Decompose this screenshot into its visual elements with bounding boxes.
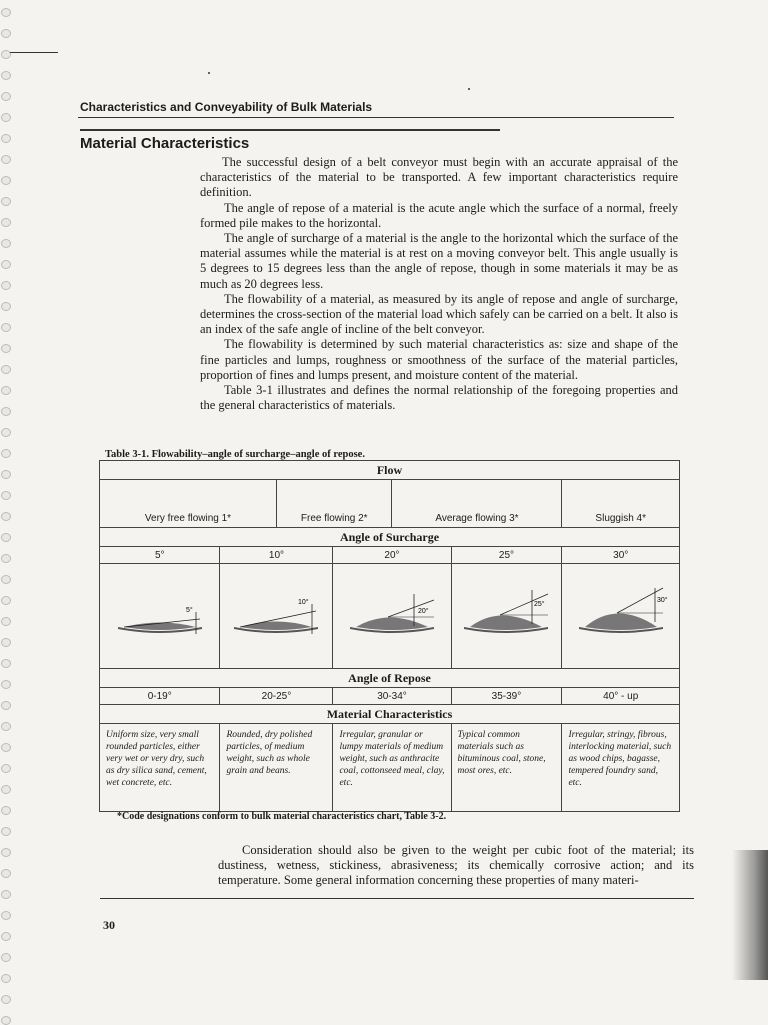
- running-head: Characteristics and Conveyability of Bulk Materials: [80, 100, 373, 114]
- table-caption: Table 3-1. Flowability–angle of surcharge–angle of repose.: [105, 449, 365, 460]
- binding-hole: [1, 743, 11, 752]
- surcharge-value: 10°: [220, 547, 333, 564]
- surcharge-value: 5°: [100, 547, 220, 564]
- binding-hole: [1, 428, 11, 437]
- paragraph: Table 3-1 illustrates and defines the normal relationship of the foregoing properties and the general characteristics of materials.: [200, 383, 678, 413]
- characteristic-text: Irregular, stringy, fibrous, interlocking material, such as wood chips, bagasse, tempered foundry sand, etc.: [562, 724, 680, 812]
- table-footnote: *Code designations conform to bulk material characteristics chart, Table 3-2.: [117, 811, 447, 822]
- binding-hole: [1, 407, 11, 416]
- paragraph: The successful design of a belt conveyor must begin with an accurate appraisal of the characteristics of the material to be transported. A few important characteristics require definition.: [200, 155, 678, 200]
- flow-header: Flow: [100, 461, 680, 480]
- binding-hole: [1, 869, 11, 878]
- binding-hole: [1, 218, 11, 227]
- surcharge-diagram: [562, 564, 680, 669]
- binding-hole: [1, 617, 11, 626]
- paragraph: The flowability of a material, as measured by its angle of repose and angle of surcharge, determines the cross-section of the material load which safely can be carried on a belt. It also is an index of the safe angle of incline of the belt conveyor.: [200, 291, 678, 337]
- binding-hole: [1, 92, 11, 101]
- paragraph: Consideration should also be given to the weight per cubic foot of the material; its dustiness, wetness, stickiness, abrasiveness; its chemically corrosive action; and its temperature. Some general information concerning these properties of many materi-: [218, 843, 694, 888]
- binding-hole: [1, 785, 11, 794]
- binding-hole: [1, 386, 11, 395]
- repose-value: 0-19°: [100, 688, 220, 705]
- binding-hole: [1, 281, 11, 290]
- binding-hole: [1, 134, 11, 143]
- characteristic-text: Typical common materials such as bituminous coal, stone, most ores, etc.: [451, 724, 562, 812]
- surcharge-diagram: [220, 564, 333, 669]
- diagram-angle-label: 25°: [534, 601, 546, 608]
- binding-hole: [1, 932, 11, 941]
- flow-class-4: Sluggish 4*: [562, 480, 680, 528]
- binding-hole: [1, 71, 11, 80]
- diagram-angle-label: 5°: [185, 607, 193, 614]
- footer-rule: [100, 898, 694, 899]
- binding-hole: [1, 29, 11, 38]
- binding-hole: [1, 155, 11, 164]
- binding-hole: [1, 827, 11, 836]
- binding-hole: [1, 239, 11, 248]
- pile-diagram-30: [571, 586, 671, 646]
- binding-hole: [1, 806, 11, 815]
- binding-hole: [1, 323, 11, 332]
- binding-hole: [1, 596, 11, 605]
- binding-hole: [1, 113, 11, 122]
- surcharge-value: 30°: [562, 547, 680, 564]
- surcharge-header: Angle of Surcharge: [100, 528, 680, 547]
- page-edge-shadow: [732, 850, 768, 980]
- binding-hole: [1, 176, 11, 185]
- binding-hole: [1, 680, 11, 689]
- characteristics-header: Material Characteristics: [100, 705, 680, 724]
- surcharge-value: 25°: [451, 547, 562, 564]
- binding-hole: [1, 764, 11, 773]
- characteristic-text: Rounded, dry polished particles, of medium weight, such as whole grain and beans.: [220, 724, 333, 812]
- binding-hole: [1, 470, 11, 479]
- binding-hole: [1, 260, 11, 269]
- binding-hole: [1, 701, 11, 710]
- body-text: [200, 155, 678, 413]
- edge-mark: [10, 52, 58, 53]
- binding-hole: [1, 638, 11, 647]
- diagram-angle-label: 30°: [656, 597, 668, 604]
- binding-hole: [1, 491, 11, 500]
- pile-diagram-10: [226, 586, 326, 646]
- pile-diagram-20: [342, 586, 442, 646]
- binding-hole: [1, 554, 11, 563]
- diagram-angle-label: 10°: [298, 599, 310, 606]
- binding-hole: [1, 197, 11, 206]
- binding-hole: [1, 533, 11, 542]
- speck: [208, 72, 210, 74]
- paragraph: The flowability is determined by such material characteristics as: size and shape of the fine particles and lumps, roughness or smoothness of the surface of the material particles, proportion of fines and lumps present, and moisture content of the material.: [200, 337, 678, 382]
- page-number: 30: [103, 918, 115, 932]
- binding-hole: [1, 344, 11, 353]
- binding-hole: [1, 848, 11, 857]
- characteristic-text: Irregular, granular or lumpy materials of medium weight, such as anthracite coal, cottonseed meal, clay, etc.: [333, 724, 451, 812]
- binding-hole: [1, 365, 11, 374]
- flow-class-2: Free flowing 2*: [276, 480, 392, 528]
- section-title: Material Characteristics: [80, 135, 250, 152]
- paragraph: The angle of repose of a material is the acute angle which the surface of a normal, freely formed pile makes to the horizontal.: [200, 200, 678, 230]
- binding-hole: [1, 8, 11, 17]
- repose-value: 35-39°: [451, 688, 562, 705]
- speck: [468, 88, 470, 90]
- running-head-rule: [78, 117, 674, 118]
- binding-hole: [1, 953, 11, 962]
- repose-value: 30-34°: [333, 688, 451, 705]
- characteristic-text: Uniform size, very small rounded particles, either very wet or very dry, such as dry silica sand, cement, wet concrete, etc.: [100, 724, 220, 812]
- binding-hole: [1, 911, 11, 920]
- binding-hole: [1, 995, 11, 1004]
- closing-text: [218, 843, 694, 889]
- pile-diagram-5: [110, 586, 210, 646]
- binding-hole: [1, 512, 11, 521]
- binding-hole: [1, 449, 11, 458]
- surcharge-diagram: [451, 564, 562, 669]
- binding-hole: [1, 302, 11, 311]
- repose-value: 20-25°: [220, 688, 333, 705]
- binding-hole: [1, 575, 11, 584]
- repose-header: Angle of Repose: [100, 669, 680, 688]
- section-rule: [80, 129, 500, 131]
- surcharge-diagram: [100, 564, 220, 669]
- surcharge-diagram: [333, 564, 451, 669]
- paragraph: The angle of surcharge of a material is the angle to the horizontal which the surface of the material assumes while the material is at rest on a moving conveyor belt. This angle usually is 5 degrees to 15 degrees less than the angle of repose, though in some materials it may be as much as 20 degrees less.: [200, 231, 678, 291]
- pile-diagram-25: [456, 586, 556, 646]
- flowability-table: [99, 460, 680, 812]
- flow-class-1: Very free flowing 1*: [100, 480, 277, 528]
- surcharge-value: 20°: [333, 547, 451, 564]
- binding-hole: [1, 659, 11, 668]
- binding-holes: [0, 0, 14, 1024]
- binding-hole: [1, 890, 11, 899]
- binding-hole: [1, 974, 11, 983]
- diagram-angle-label: 20°: [417, 608, 429, 615]
- binding-hole: [1, 722, 11, 731]
- flow-class-3: Average flowing 3*: [392, 480, 562, 528]
- repose-value: 40° - up: [562, 688, 680, 705]
